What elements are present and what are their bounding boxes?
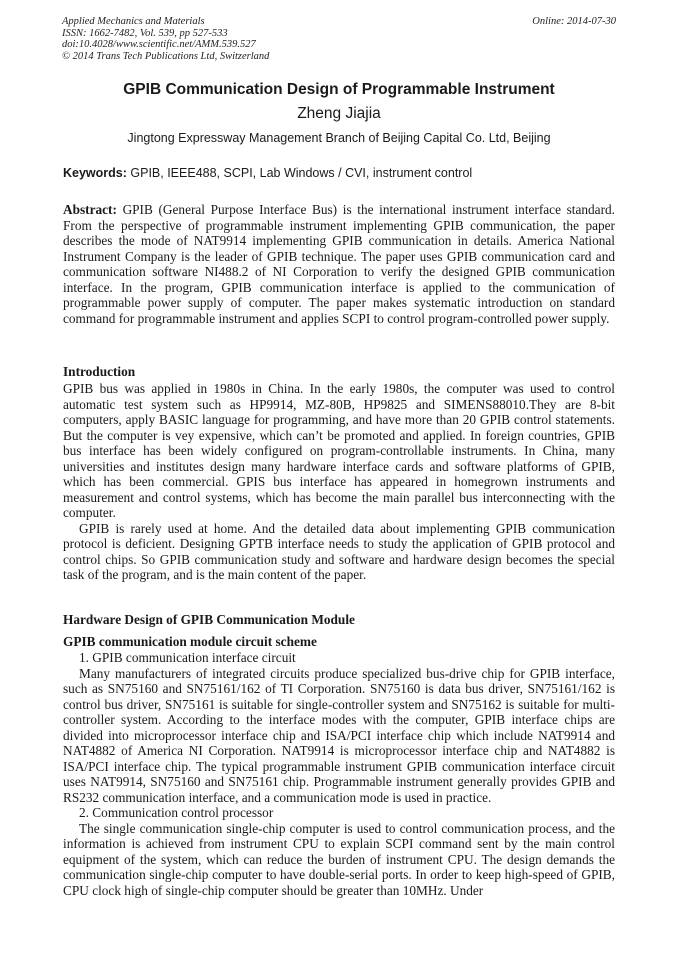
hardware-subheading: GPIB communication module circuit scheme bbox=[63, 634, 317, 649]
journal-name: Applied Mechanics and Materials bbox=[62, 16, 205, 27]
intro-paragraph-1: GPIB bus was applied in 1980s in China. In the early 1980s, the computer was used to control automatic test system such as HP9914, MZ-80B, HP9825 and SIMENS88010.They are 8-bit computers, apply BASIC language for programming, and have more than 20 GPIB control statements. But the computer is vey expensive, which can’t be promoted and applied. In foreign countries, GPIB bus interface has been widely configured on program-controllable instruments. In China, many universities and institutes design many hardware interface cards and software platforms of GPIB, which has been commercial. GPIS bus interface has appeared in homegrown instruments and measurement and control systems, which has become the main parallel bus interconnecting with the computer. bbox=[63, 381, 615, 520]
hardware-item-1: 1. GPIB communication interface circuit bbox=[79, 650, 296, 665]
abstract-label: Abstract: bbox=[63, 202, 117, 217]
issn-line: ISSN: 1662-7482, Vol. 539, pp 527-533 bbox=[62, 27, 228, 39]
hardware-body bbox=[63, 650, 615, 898]
author-name: Zheng Jiajia bbox=[297, 105, 381, 122]
intro-paragraph-2: GPIB is rarely used at home. And the detailed data about implementing GPIB communication protocol is deficient. Designing GPTB interface needs to study the application of GPIB protocol and control chips. So GPIB communication study and software and hardware design becomes the special task of the program, and is the main content of the paper. bbox=[63, 520, 615, 582]
introduction-heading: Introduction bbox=[63, 364, 136, 379]
doi-line: doi:10.4028/www.scientific.net/AMM.539.527 bbox=[62, 39, 256, 50]
online-date: Online: 2014-07-30 bbox=[532, 16, 616, 27]
hardware-paragraph-1: Many manufacturers of integrated circuits produce specialized bus-drive chip for GPIB interface, such as SN75160 and SN75161/162 of TI Corporation. SN75160 is data bus driver, SN75161/162 is control bus driver, SN75161 is suitable for single-controller system and SN75162 is suitable for multi-controller system. According to the interface modes with the computer, GPIB interface chips are divided into microprocessor interface chip and ISA/PCI interface chip which include NAT9914 and NAT4882 of America NI Corporation. NAT9914 is microprocessor interface chip and NAT4882 is ISA/PCI interface chip. The typical programmable instrument GPIB communication interface circuit uses NAT9914, SN75160 and SN75161 chip. Programmable instrument generally provides GPIB and RS232 communication interface, and a communication mode is used in practice. bbox=[63, 665, 615, 805]
copyright-line: © 2014 Trans Tech Publications Ltd, Switzerland bbox=[62, 50, 270, 62]
paper-title: GPIB Communication Design of Programmable Instrument bbox=[123, 81, 555, 98]
keywords-label: Keywords: bbox=[63, 166, 127, 180]
hardware-paragraph-2: The single communication single-chip computer is used to control communication process, and the information is achieved from instrument CPU to explain SCPI command sent by the main control equipment of the system, which can reduce the burden of instrument CPU. The design demands the communication single-chip computer to have double-serial ports. In order to keep high-speed of GPIB, CPU clock high of single-chip computer should be greater than 10MHz. Under bbox=[63, 820, 615, 898]
introduction-body bbox=[63, 381, 615, 583]
affiliation: Jingtong Expressway Management Branch of Beijing Capital Co. Ltd, Beijing bbox=[127, 131, 551, 145]
abstract bbox=[63, 202, 615, 326]
keywords-text: GPIB, IEEE488, SCPI, Lab Windows / CVI, instrument control bbox=[130, 166, 473, 180]
journal-header bbox=[62, 16, 616, 62]
keywords bbox=[63, 166, 615, 180]
hardware-heading: Hardware Design of GPIB Communication Module bbox=[63, 612, 355, 627]
hardware-item-2: 2. Communication control processor bbox=[79, 805, 274, 820]
abstract-text: GPIB (General Purpose Interface Bus) is the international instrument interface standard. From the perspective of programmable instrument implementing GPIB communication, the paper describes the mode of NAT9914 implementing GPIB communication in details. America National Instrument Company is the leader of GPIB technique. The paper uses GPIB communication card and communication software NI488.2 of NI Corporation to verify the designed GPIB communication interface. In the program, GPIB communication interface is applied to the communication of programmable power supply of computer. The paper makes systematic introduction on standard command for programmable instrument and applies SCPI to control program-controlled power supply. bbox=[63, 202, 615, 326]
